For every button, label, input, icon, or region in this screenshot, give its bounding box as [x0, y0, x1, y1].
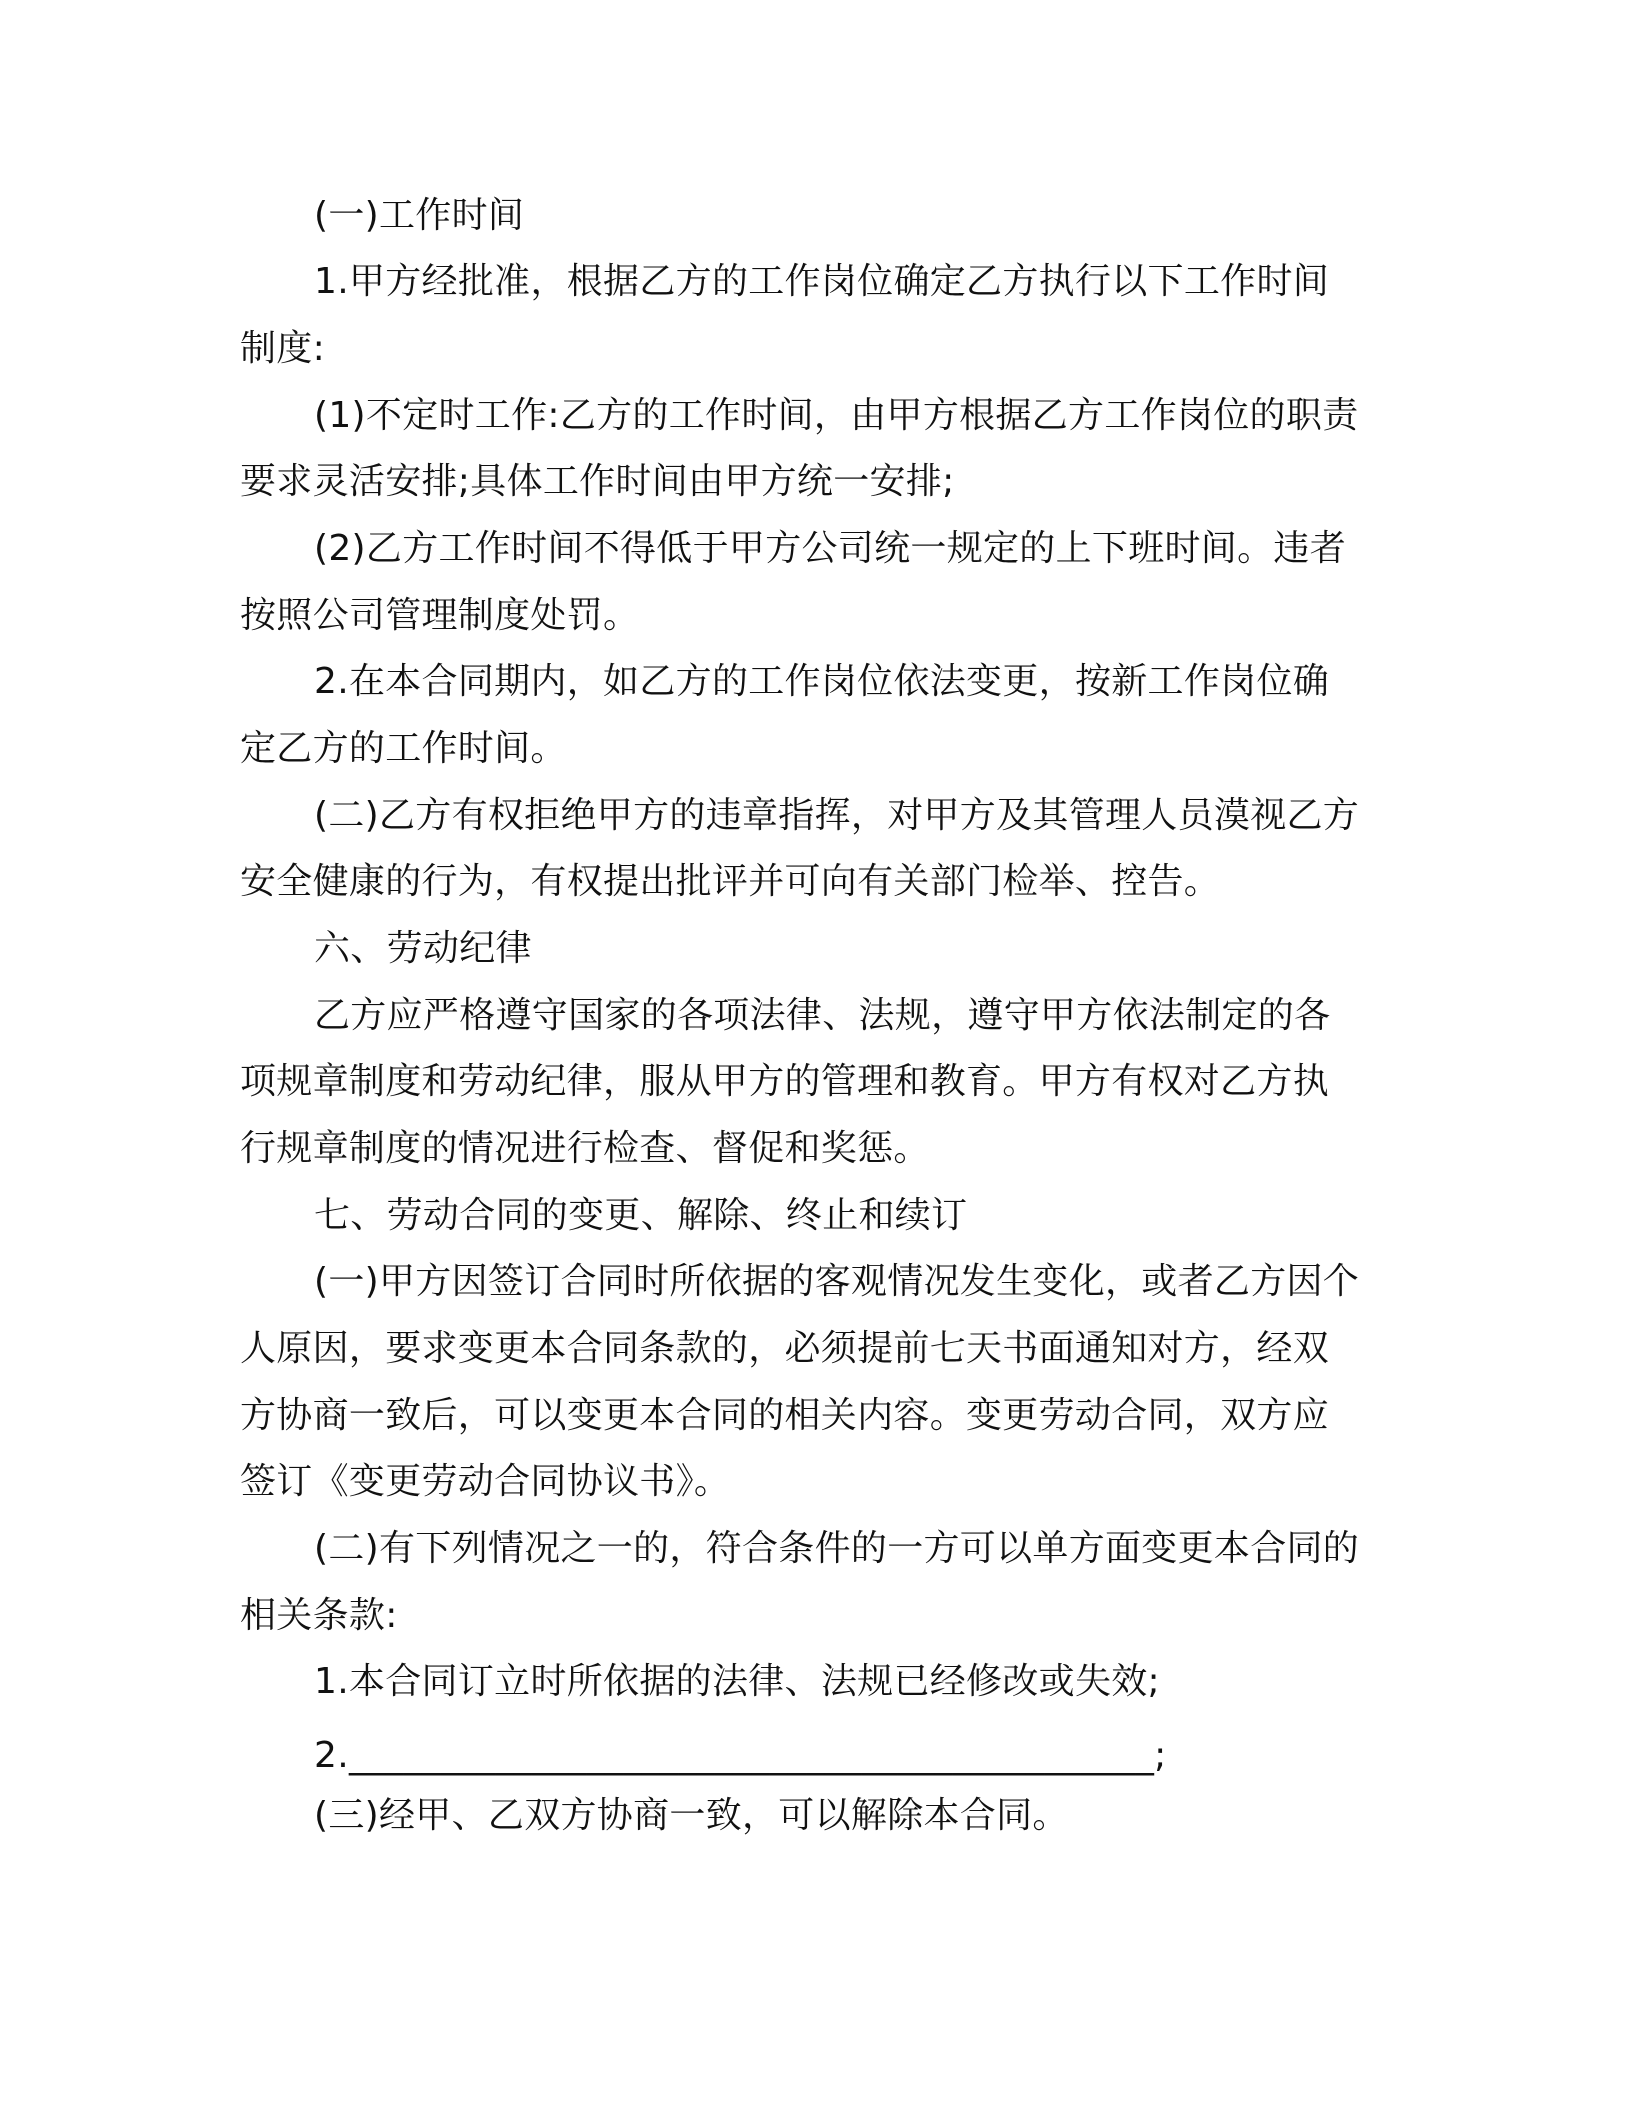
paragraph-line: 制度:	[240, 328, 326, 369]
paragraph-line: 要求灵活安排;具体工作时间由甲方统一安排;	[240, 461, 955, 502]
paragraph-line: (三)经甲、乙双方协商一致，可以解除本合同。	[314, 1795, 1069, 1836]
section-heading-contract-changes: 七、劳动合同的变更、解除、终止和续订	[314, 1195, 968, 1236]
paragraph-line: 项规章制度和劳动纪律，服从甲方的管理和教育。甲方有权对乙方执	[240, 1061, 1330, 1102]
paragraph-line: 2.在本合同期内，如乙方的工作岗位依法变更，按新工作岗位确	[314, 661, 1330, 702]
paragraph-line: 定乙方的工作时间。	[240, 728, 567, 769]
paragraph-line: 乙方应严格遵守国家的各项法律、法规，遵守甲方依法制定的各	[314, 995, 1331, 1036]
paragraph-line: 行规章制度的情况进行检查、督促和奖惩。	[240, 1128, 930, 1169]
paragraph-line: 方协商一致后，可以变更本合同的相关内容。变更劳动合同，双方应	[240, 1395, 1330, 1436]
paragraph-line: 1.甲方经批准，根据乙方的工作岗位确定乙方执行以下工作时间	[314, 261, 1330, 302]
paragraph-line: (2)乙方工作时间不得低于甲方公司统一规定的上下班时间。违者	[314, 528, 1346, 569]
paragraph-line: 相关条款:	[240, 1595, 398, 1636]
blank-fill-line: 2.____________________________________________;	[314, 1735, 1167, 1776]
paragraph-line: 签订《变更劳动合同协议书》。	[240, 1461, 731, 1502]
paragraph-line: (1)不定时工作:乙方的工作时间，由甲方根据乙方工作岗位的职责	[314, 395, 1359, 436]
paragraph-line: 按照公司管理制度处罚。	[240, 595, 640, 636]
paragraph-line: 人原因，要求变更本合同条款的，必须提前七天书面通知对方，经双	[240, 1328, 1330, 1369]
paragraph-line: (二)乙方有权拒绝甲方的违章指挥，对甲方及其管理人员漠视乙方	[314, 795, 1360, 836]
paragraph-line: (一)甲方因签订合同时所依据的客观情况发生变化，或者乙方因个	[314, 1261, 1360, 1302]
section-heading-labor-discipline: 六、劳动纪律	[314, 928, 532, 969]
section-heading-work-time: (一)工作时间	[314, 195, 525, 236]
paragraph-line: 安全健康的行为，有权提出批评并可向有关部门检举、控告。	[240, 861, 1221, 902]
paragraph-line: (二)有下列情况之一的，符合条件的一方可以单方面变更本合同的	[314, 1528, 1360, 1569]
paragraph-line: 1.本合同订立时所依据的法律、法规已经修改或失效;	[314, 1661, 1160, 1702]
